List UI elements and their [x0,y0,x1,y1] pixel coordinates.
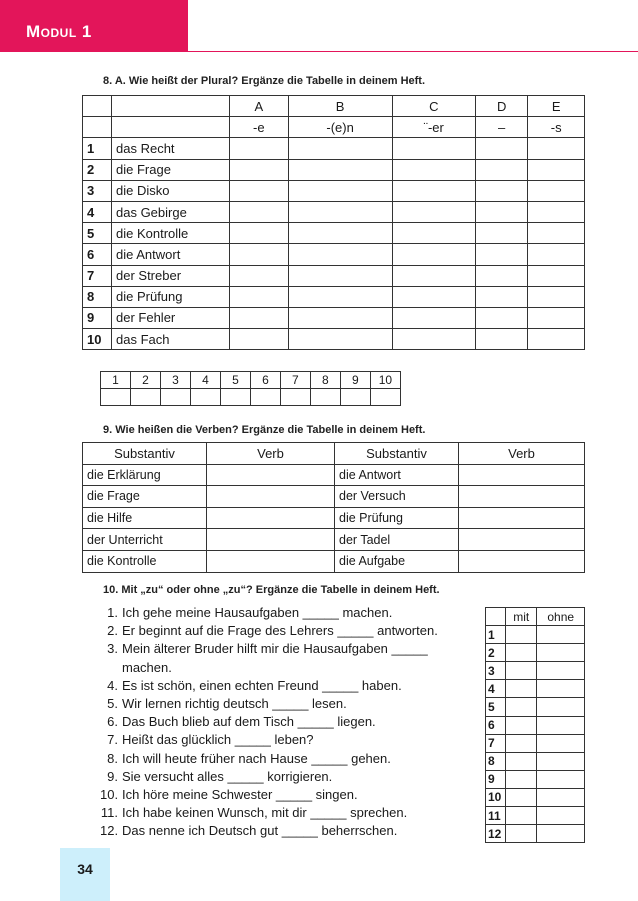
sentence-item [100,640,480,658]
task10-title: 10. Mit „zu“ oder ohne „zu“? Ergänze die Tabelle in deinem Heft. [103,584,440,596]
strip-answer-cell [250,389,280,406]
strip-number: 2 [130,372,160,389]
answer-cell [528,138,585,159]
verb-cell [207,507,335,529]
sentence-item [100,768,480,786]
answer-cell [392,180,475,201]
row-noun: das Fach [112,329,230,350]
noun-cell: der Unterricht [83,529,207,551]
sentence-item [100,677,480,695]
task9-row [83,550,585,572]
task8-row [83,180,585,201]
page-number-box [60,848,110,901]
ohne-cell [537,716,585,734]
verb-cell [459,529,585,551]
answer-cell [475,223,527,244]
row-number: 1 [83,138,112,159]
task8-row [83,307,585,328]
row-number: 1 [486,626,506,644]
header-substantiv: Substantiv [83,443,207,465]
sentence-number: 5. [107,696,118,712]
task9-row [83,529,585,551]
answer-cell [230,159,289,180]
answer-cell [230,244,289,265]
row-noun: die Prüfung [112,286,230,307]
ohne-cell [537,662,585,680]
row-number: 8 [486,752,506,770]
task8-row [83,223,585,244]
answer-cell [288,223,392,244]
answer-strip [100,371,401,406]
row-number: 11 [486,807,506,825]
answer-cell [475,244,527,265]
sentence-item [100,713,480,731]
ohne-cell [537,752,585,770]
row-noun: die Frage [112,159,230,180]
sentence-text: Es ist schön, einen echten Freund _____ haben. [122,677,402,693]
sentence-text: Ich will heute früher nach Hause _____ gehen. [122,750,391,766]
row-noun: die Antwort [112,244,230,265]
answer-cell [230,286,289,307]
answer-cell [230,201,289,222]
strip-answer-cell [280,389,310,406]
strip-answer-cell [220,389,250,406]
strip-answer-row [101,389,401,406]
mit-cell [506,788,537,806]
answer-cell [475,286,527,307]
sentence-text: Das Buch blieb auf dem Tisch _____ liegen. [122,714,376,730]
sentence-number: 2. [107,623,118,639]
task9-table [82,442,585,573]
task10-row [486,752,585,770]
answer-cell [528,159,585,180]
task9-row [83,507,585,529]
ohne-cell [537,680,585,698]
verb-cell [207,464,335,486]
verb-cell [207,550,335,572]
noun-cell: die Frage [83,486,207,508]
strip-answer-cell [190,389,220,406]
strip-answer-cell [160,389,190,406]
task10-row [486,770,585,788]
answer-cell [288,244,392,265]
task10-sentences [100,604,480,841]
mit-cell [506,734,537,752]
ohne-cell [537,734,585,752]
sentence-number [100,659,118,677]
mit-cell [506,825,537,843]
verb-cell [207,529,335,551]
ending-cell: ¨-er [392,117,475,138]
sentence-number: 11. [100,805,118,821]
sentence-number: 7. [107,732,118,748]
sentence-text: Ich habe keinen Wunsch, mit dir _____ sprechen. [122,805,408,821]
task8-row [83,159,585,180]
answer-cell [230,223,289,244]
sentence-number: 3. [107,641,118,657]
header-verb: Verb [207,443,335,465]
answer-cell [475,307,527,328]
blank-cell [83,96,112,117]
mit-cell [506,662,537,680]
noun-cell: der Tadel [335,529,459,551]
task9-row [83,464,585,486]
row-number: 4 [486,680,506,698]
column-letter: E [528,96,585,117]
task8-endings-row [83,117,585,138]
row-number: 10 [486,788,506,806]
ending-cell: -s [528,117,585,138]
row-number: 2 [83,159,112,180]
sentence-number: 10. [100,787,119,803]
answer-cell [288,286,392,307]
task8-row [83,138,585,159]
noun-cell: die Prüfung [335,507,459,529]
sentence-item [100,695,480,713]
answer-cell [528,201,585,222]
sentence-number: 9. [107,768,118,784]
answer-cell [392,265,475,286]
task10-row [486,626,585,644]
answer-cell [288,329,392,350]
row-number: 9 [486,770,506,788]
row-noun: der Fehler [112,307,230,328]
strip-number: 3 [160,372,190,389]
task10-table [485,607,585,843]
answer-cell [528,307,585,328]
noun-cell: die Erklärung [83,464,207,486]
header-mit: mit [506,608,537,626]
row-noun: die Kontrolle [112,223,230,244]
row-number: 10 [83,329,112,350]
row-noun: das Gebirge [112,201,230,222]
row-number: 4 [83,201,112,222]
ohne-cell [537,626,585,644]
sentence-number: 4. [107,677,118,693]
mit-cell [506,807,537,825]
task8-row [83,201,585,222]
page-header [0,0,638,52]
sentence-item [100,622,480,640]
strip-number: 5 [220,372,250,389]
column-letter: D [475,96,527,117]
answer-cell [230,265,289,286]
row-number: 3 [83,180,112,201]
task9-title: 9. Wie heißen die Verben? Ergänze die Tabelle in deinem Heft. [103,424,426,436]
ending-cell: -(e)n [288,117,392,138]
answer-cell [528,286,585,307]
row-number: 12 [486,825,506,843]
answer-cell [475,265,527,286]
row-noun: das Recht [112,138,230,159]
answer-cell [528,244,585,265]
answer-cell [288,159,392,180]
strip-answer-cell [310,389,340,406]
ending-cell: -e [230,117,289,138]
answer-cell [392,329,475,350]
column-letter: B [288,96,392,117]
mit-cell [506,644,537,662]
noun-cell: der Versuch [335,486,459,508]
header-rule [188,51,638,52]
answer-cell [288,307,392,328]
strip-answer-cell [370,389,400,406]
answer-cell [230,329,289,350]
task8-table [82,95,585,350]
answer-cell [230,180,289,201]
ohne-cell [537,644,585,662]
row-number: 5 [486,698,506,716]
column-letter: A [230,96,289,117]
strip-answer-cell [130,389,160,406]
blank-cell [112,117,230,138]
task8-row [83,286,585,307]
page-number: 34 [77,861,93,877]
strip-number: 10 [370,372,400,389]
task10-header-row [486,608,585,626]
blank-cell [83,117,112,138]
task10-row [486,662,585,680]
ohne-cell [537,788,585,806]
sentence-text: Heißt das glücklich _____ leben? [122,732,314,748]
row-number: 7 [486,734,506,752]
verb-cell [459,550,585,572]
strip-number: 6 [250,372,280,389]
answer-cell [288,265,392,286]
answer-cell [288,201,392,222]
row-number: 6 [83,244,112,265]
strip-answer-cell [340,389,370,406]
task10-row [486,716,585,734]
mit-cell [506,716,537,734]
answer-cell [392,201,475,222]
answer-cell [230,307,289,328]
row-number: 7 [83,265,112,286]
ohne-cell [537,770,585,788]
sentence-item [100,731,480,749]
sentence-number: 6. [107,714,118,730]
strip-number: 4 [190,372,220,389]
row-noun: der Streber [112,265,230,286]
ohne-cell [537,807,585,825]
answer-cell [528,180,585,201]
answer-cell [475,201,527,222]
sentence-text: Sie versucht alles _____ korrigieren. [122,768,333,784]
strip-number: 8 [310,372,340,389]
row-number: 9 [83,307,112,328]
noun-cell: die Aufgabe [335,550,459,572]
answer-cell [475,329,527,350]
answer-cell [475,180,527,201]
answer-cell [392,223,475,244]
answer-cell [288,180,392,201]
answer-cell [528,223,585,244]
task10-row [486,644,585,662]
sentence-text: Ich höre meine Schwester _____ singen. [122,787,358,803]
task10-row [486,734,585,752]
sentence-number: 12. [100,823,119,839]
row-number: 3 [486,662,506,680]
strip-number: 1 [101,372,131,389]
sentence-text: Er beginnt auf die Frage des Lehrers _____ antworten. [122,623,438,639]
row-number: 8 [83,286,112,307]
noun-cell: die Kontrolle [83,550,207,572]
task8-row [83,265,585,286]
row-number: 6 [486,716,506,734]
row-number: 2 [486,644,506,662]
task10-row [486,788,585,806]
sentence-text: Mein älterer Bruder hilft mir die Hausaufgaben _____ [122,641,428,657]
answer-cell [392,244,475,265]
verb-cell [459,507,585,529]
noun-cell: die Hilfe [83,507,207,529]
task10-row [486,698,585,716]
header-substantiv: Substantiv [335,443,459,465]
mit-cell [506,698,537,716]
row-number: 5 [83,223,112,244]
answer-cell [392,307,475,328]
verb-cell [207,486,335,508]
header-ohne: ohne [537,608,585,626]
strip-number-row [101,372,401,389]
answer-cell [288,138,392,159]
strip-number: 7 [280,372,310,389]
sentence-text: machen. [122,659,172,675]
task8-row [83,329,585,350]
mit-cell [506,680,537,698]
task9-header-row [83,443,585,465]
task10-row [486,807,585,825]
mit-cell [506,770,537,788]
answer-cell [528,265,585,286]
verb-cell [459,486,585,508]
sentence-item [100,604,480,622]
task9-row [83,486,585,508]
ohne-cell [537,698,585,716]
modul-label: Modul 1 [26,22,92,41]
mit-cell [506,626,537,644]
task8-row [83,244,585,265]
task10-row [486,680,585,698]
answer-cell [475,138,527,159]
task8-header-row [83,96,585,117]
blank-cell [112,96,230,117]
answer-cell [392,286,475,307]
task8-title: 8. A. Wie heißt der Plural? Ergänze die Tabelle in deinem Heft. [103,75,426,87]
strip-answer-cell [101,389,131,406]
answer-cell [528,329,585,350]
blank-cell [486,608,506,626]
task10-row [486,825,585,843]
sentence-text: Ich gehe meine Hausaufgaben _____ machen. [122,605,393,620]
sentence-number: 8. [107,750,118,766]
ending-cell: – [475,117,527,138]
answer-cell [392,159,475,180]
answer-cell [230,138,289,159]
sentence-text: Wir lernen richtig deutsch _____ lesen. [122,696,347,712]
noun-cell: die Antwort [335,464,459,486]
header-verb: Verb [459,443,585,465]
modul-band [0,0,188,52]
strip-number: 9 [340,372,370,389]
answer-cell [392,138,475,159]
verb-cell [459,464,585,486]
sentence-item [100,750,480,768]
sentence-item [100,786,480,804]
sentence-number: 1. [107,605,118,620]
sentence-item [100,822,480,840]
sentence-text: Das nenne ich Deutsch gut _____ beherrschen. [122,823,398,839]
answer-cell [475,159,527,180]
ohne-cell [537,825,585,843]
sentence-item [100,659,480,677]
mit-cell [506,752,537,770]
row-noun: die Disko [112,180,230,201]
column-letter: C [392,96,475,117]
sentence-item [100,804,480,822]
